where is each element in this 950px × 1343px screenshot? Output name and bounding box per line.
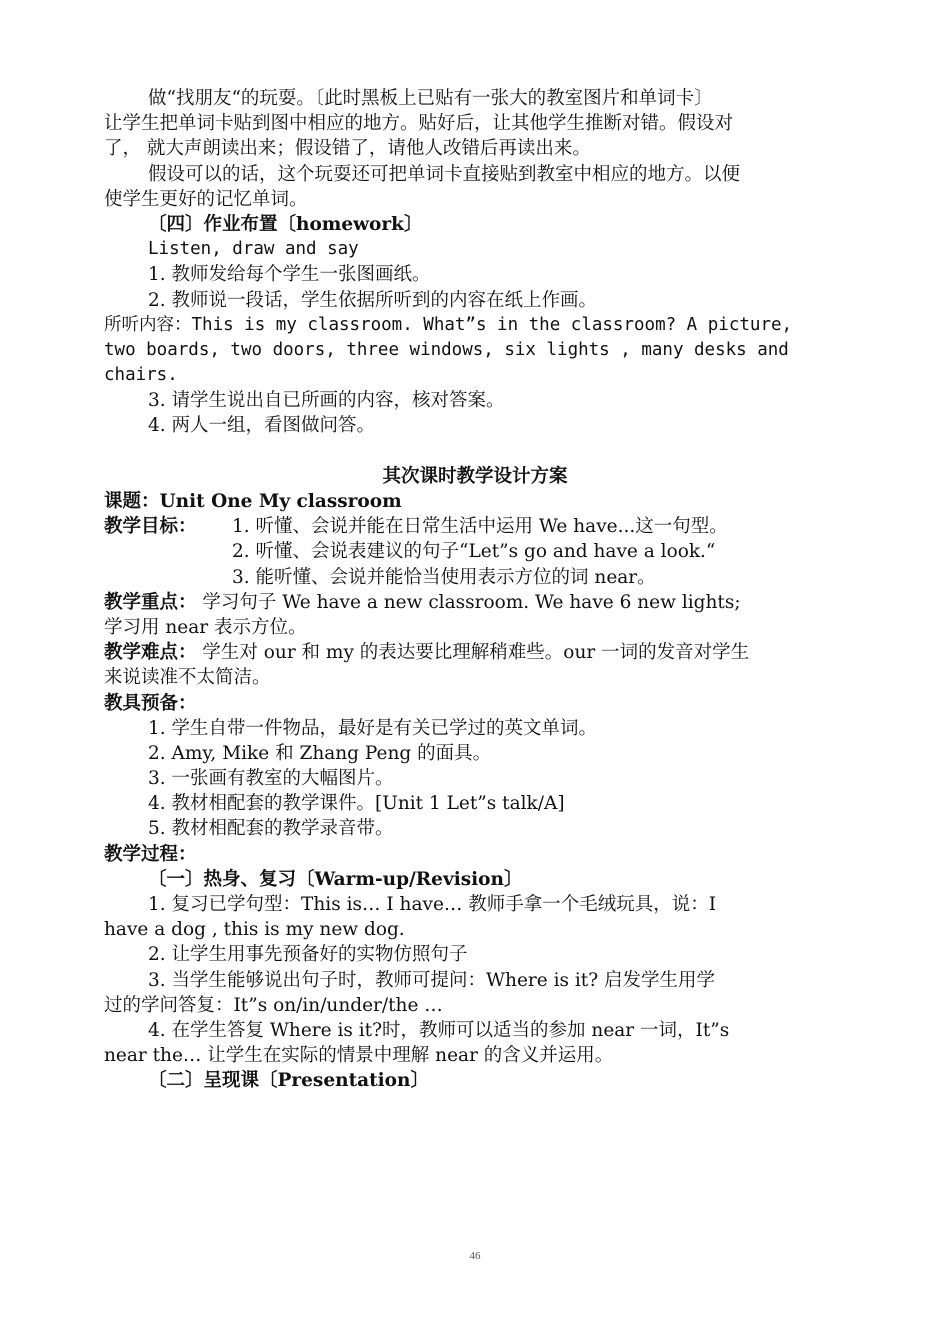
goal-line — [104, 514, 846, 539]
goal-item: 2. 听懂、会说表建议的句子“Let”s go and have a look.“ — [232, 541, 716, 563]
process-step: 过的学问答复：It”s on/in/under/the … — [104, 994, 443, 1016]
process-step: have a dog , this is my new dog. — [104, 919, 405, 941]
prep-item: 5. 教材相配套的教学录音带。 — [148, 818, 394, 840]
homework-item: 1. 教师发给每个学生一张图画纸。 — [148, 264, 431, 286]
prep-item: 1. 学生自带一件物品，最好是有关已学过的英文单词。 — [148, 717, 598, 739]
homework-item: 4. 两人一组，看图做问答。 — [148, 415, 376, 437]
document-page — [104, 86, 846, 1094]
homework-heading: 〔四〕作业布置〔homework〕 — [148, 213, 423, 235]
paragraph-line: 了， 就大声朗读出来；假设错了，请他人改错后再读出来。 — [104, 138, 591, 160]
key-points-text: 学习用 near 表示方位。 — [104, 616, 307, 638]
difficulties-line — [104, 640, 846, 665]
paragraph-line: 做“找朋友“的玩耍。〔此时黑板上已贴有一张大的教室图片和单词卡〕 — [148, 88, 713, 109]
goal-item: 1. 听懂、会说并能在日常生活中运用 We have...这一句型。 — [232, 516, 728, 538]
key-points-text: 学习句子 We have a new classroom. We have 6 new lights; — [196, 591, 741, 613]
paragraph-line: 让学生把单词卡贴到图中相应的地方。贴好后，让其他学生推断对错。假设对 — [104, 113, 734, 135]
homework-subtitle: Listen, draw and say — [148, 239, 359, 260]
prep-label: 教具预备： — [104, 692, 197, 714]
difficulties-text: 来说读准不太简洁。 — [104, 667, 271, 689]
topic-label: 课题： — [104, 491, 160, 512]
paragraph-line: 使学生更好的记忆单词。 — [104, 188, 308, 210]
process-step: 2. 让学生用事先预备好的实物仿照句子 — [148, 944, 468, 966]
difficulties-label: 教学难点： — [104, 642, 197, 664]
prep-item: 3. 一张画有教室的大幅图片。 — [148, 768, 394, 790]
paragraph-line: 假设可以的话，这个玩耍还可把单词卡直接贴到教室中相应的地方。以便 — [148, 163, 741, 185]
prep-item: 4. 教材相配套的教学课件。[Unit 1 Let”s talk/A] — [148, 793, 565, 815]
process-step: 1. 复习已学句型：This is… I have… 教师手拿一个毛绒玩具，说：I — [148, 894, 717, 915]
process-step: 4. 在学生答复 Where is it?时，教师可以适当的参加 near 一词，It”s — [148, 1019, 730, 1041]
goal-item: 3. 能听懂、会说并能恰当使用表示方位的词 near。 — [232, 566, 656, 588]
topic-value: Unit One My classroom — [159, 491, 402, 512]
goals-label: 教学目标： — [104, 516, 197, 538]
process-step: 3. 当学生能够说出句子时，教师可提问：Where is it? 启发学生用学 — [148, 969, 716, 991]
page-number: 46 — [469, 1250, 481, 1262]
spacer — [104, 439, 846, 464]
key-points-line — [104, 590, 846, 615]
prep-item: 2. Amy, Mike 和 Zhang Peng 的面具。 — [148, 742, 492, 764]
topic-line — [104, 489, 846, 514]
homework-item: 2. 教师说一段话，学生依据所听到的内容在纸上作画。 — [148, 289, 598, 311]
listening-text: 所听内容：This is my classroom. What”s in the classroom? A picture, — [104, 314, 793, 335]
listening-text: two boards, two doors, three windows, six lights , many desks and — [104, 339, 789, 360]
key-points-label: 教学重点： — [104, 591, 197, 613]
process-label: 教学过程： — [104, 843, 197, 865]
section-title: 其次课时教学设计方案 — [382, 465, 568, 487]
presentation-heading: 〔二〕呈现课〔Presentation〕 — [148, 1070, 429, 1092]
warmup-heading: 〔一〕热身、复习〔Warm-up/Revision〕 — [148, 868, 523, 890]
process-step: near the… 让学生在实际的情景中理解 near 的含义并运用。 — [104, 1045, 614, 1067]
difficulties-text: 学生对 our 和 my 的表达要比理解稍难些。our 一词的发音对学生 — [196, 642, 750, 664]
listening-text: chairs. — [104, 365, 178, 386]
homework-item: 3. 请学生说出自已所画的内容，核对答案。 — [148, 390, 505, 412]
